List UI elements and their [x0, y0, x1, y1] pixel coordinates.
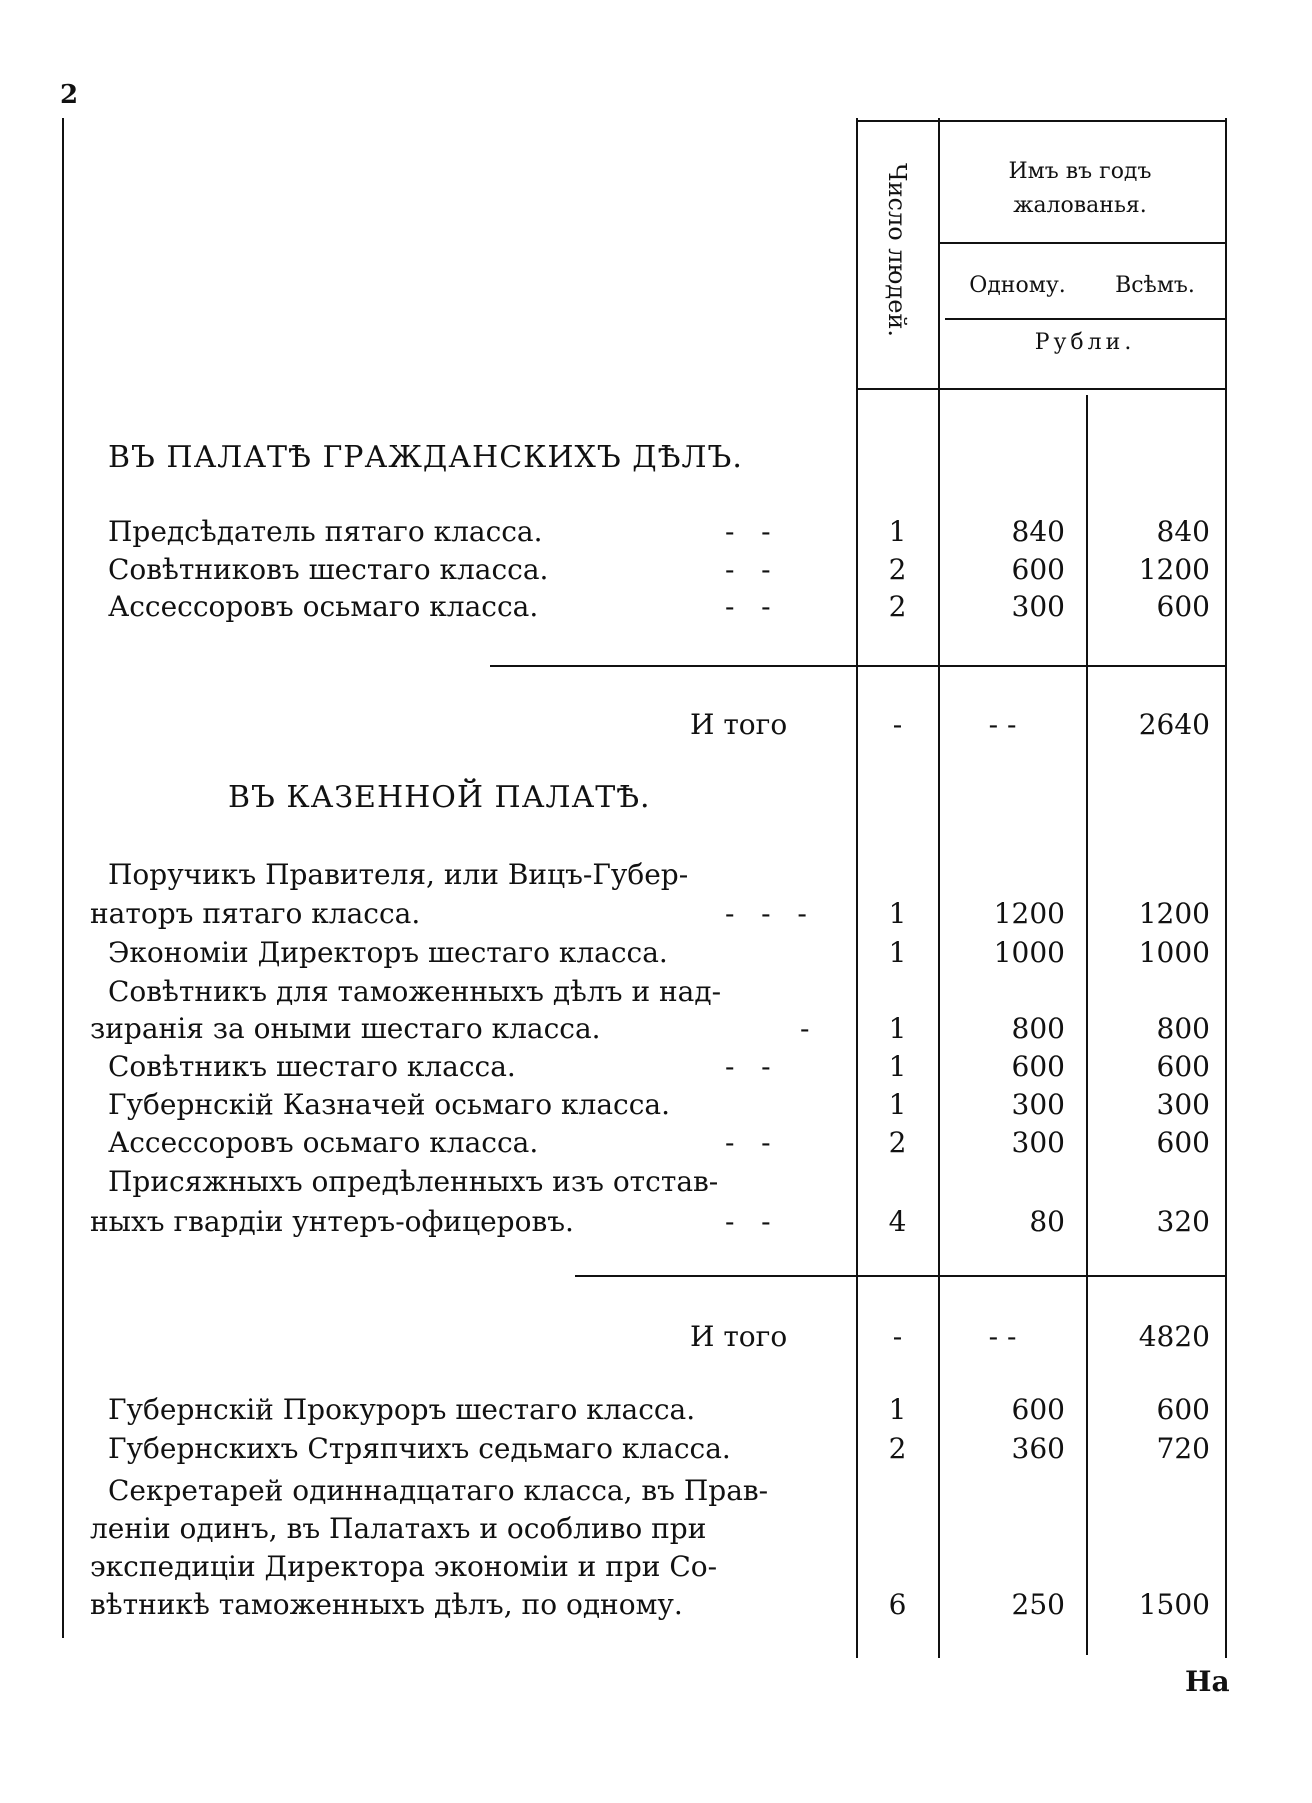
row-label-line: вѣтникѣ таможенныхъ дѣлъ, по одному.	[90, 1588, 683, 1621]
salary-total: 800	[1156, 1012, 1210, 1045]
row-label-line: Совѣтниковъ шестаго класса.	[108, 553, 549, 586]
row-label-line: Секретарей одиннадцатаго класса, въ Прав-	[108, 1474, 769, 1507]
subtotal-count: -	[892, 708, 903, 741]
section-heading: ВЪ КАЗЕННОЙ ПАЛАТѢ.	[228, 780, 651, 815]
people-count: 2	[888, 590, 907, 623]
salary-per-one: 600	[1011, 1050, 1065, 1083]
people-count: 1	[888, 897, 907, 930]
row-label-line: Губернскій Прокуроръ шестаго класса.	[108, 1393, 696, 1426]
salary-total: 1200	[1138, 553, 1210, 586]
salary-per-one: 1000	[993, 936, 1065, 969]
salary-per-one: 600	[1011, 1393, 1065, 1426]
table-left-border	[62, 118, 64, 1638]
header-mid-rule	[940, 242, 1225, 244]
people-count: 2	[888, 553, 907, 586]
salary-total: 720	[1156, 1432, 1210, 1465]
salary-header: Имъ въ годъ жалованья.	[1008, 159, 1152, 218]
salary-per-one: 300	[1011, 590, 1065, 623]
people-count: 1	[888, 1012, 907, 1045]
subtotal-label: И того	[690, 1320, 788, 1353]
row-dashes: - -	[725, 1126, 771, 1159]
people-count: 1	[888, 1393, 907, 1426]
people-count: 1	[888, 1050, 907, 1083]
subtotal-label: И того	[690, 708, 788, 741]
people-count: 2	[888, 1432, 907, 1465]
salary-total: 1200	[1138, 897, 1210, 930]
people-count: 1	[888, 515, 907, 548]
subtotal-amount: 4820	[1138, 1320, 1210, 1353]
row-label-line: экспедиціи Директора экономіи и при Со-	[90, 1550, 718, 1583]
header-bottom-rule	[856, 388, 1226, 390]
row-dashes: - -	[725, 515, 771, 548]
people-count: 4	[888, 1205, 907, 1238]
salary-per-one: 840	[1011, 515, 1065, 548]
row-label-line: зиранія за оными шестаго класса.	[90, 1012, 601, 1045]
people-count: 1	[888, 936, 907, 969]
row-dashes: - -	[725, 1205, 771, 1238]
salary-total: 1500	[1138, 1588, 1210, 1621]
row-dashes: - -	[725, 1050, 771, 1083]
subtotal-count: -	[892, 1320, 903, 1353]
salary-column-left-border	[938, 118, 940, 1658]
salary-total: 840	[1156, 515, 1210, 548]
salary-total: 1000	[1138, 936, 1210, 969]
row-dashes: - -	[725, 590, 771, 623]
salary-per-one: 300	[1011, 1088, 1065, 1121]
salary-total: 300	[1156, 1088, 1210, 1121]
row-dashes: - - -	[725, 897, 807, 930]
row-label-line: Ассессоровъ осьмаго класса.	[108, 590, 539, 623]
salary-total: 600	[1156, 1050, 1210, 1083]
row-label-line: Экономіи Директоръ шестаго класса.	[108, 936, 668, 969]
row-label-line: Поручикъ Правителя, или Вицъ-Губер-	[108, 858, 689, 891]
people-count: 6	[888, 1588, 907, 1621]
row-label-line: леніи одинъ, въ Палатахъ и особливо при	[90, 1512, 707, 1545]
count-column-left-border	[856, 118, 858, 1658]
row-label-line: Предсѣдатель пятаго класса.	[108, 515, 543, 548]
row-label-line: ныхъ гвардіи унтеръ-офицеровъ.	[90, 1205, 574, 1238]
row-label-line: Ассессоровъ осьмаго класса.	[108, 1126, 539, 1159]
for-all-header: Всѣмъ.	[1115, 273, 1195, 298]
table-right-border	[1225, 118, 1227, 1658]
subtotal-amount: 2640	[1138, 708, 1210, 741]
section-heading: ВЪ ПАЛАТѢ ГРАЖДАНСКИХЪ ДѢЛЪ.	[108, 440, 743, 475]
salary-total: 600	[1156, 1393, 1210, 1426]
subtotal-rule	[575, 1275, 1225, 1277]
people-count: 2	[888, 1126, 907, 1159]
row-dashes: -	[800, 1012, 810, 1045]
header-sub-rule	[945, 318, 1225, 320]
subtotal-per-one: - -	[988, 1320, 1017, 1353]
salary-column-split	[1086, 395, 1088, 1655]
header-top-rule	[856, 120, 1226, 122]
row-label-line: Совѣтникъ для таможенныхъ дѣлъ и над-	[108, 975, 722, 1008]
row-label-line: Присяжныхъ опредѣленныхъ изъ отстав-	[108, 1165, 719, 1198]
row-label-line: Губернскій Казначей осьмаго класса.	[108, 1088, 670, 1121]
page-number: 2	[60, 80, 79, 110]
catchword: На	[1185, 1665, 1230, 1698]
row-label-line: наторъ пятаго класса.	[90, 897, 421, 930]
count-column-header: Число людей.	[883, 162, 911, 338]
per-one-header: Одному.	[969, 273, 1066, 298]
people-count: 1	[888, 1088, 907, 1121]
salary-per-one: 1200	[993, 897, 1065, 930]
row-dashes: - -	[725, 553, 771, 586]
row-label-line: Совѣтникъ шестаго класса.	[108, 1050, 516, 1083]
salary-per-one: 360	[1011, 1432, 1065, 1465]
salary-per-one: 800	[1011, 1012, 1065, 1045]
unit-header: Рубли.	[1034, 330, 1136, 355]
salary-per-one: 600	[1011, 553, 1065, 586]
subtotal-rule	[490, 665, 1225, 667]
salary-per-one: 300	[1011, 1126, 1065, 1159]
salary-total: 600	[1156, 1126, 1210, 1159]
salary-per-one: 80	[1029, 1205, 1065, 1238]
salary-per-one: 250	[1011, 1588, 1065, 1621]
subtotal-per-one: - -	[988, 708, 1017, 741]
row-label-line: Губернскихъ Стряпчихъ седьмаго класса.	[108, 1432, 731, 1465]
salary-total: 600	[1156, 590, 1210, 623]
salary-total: 320	[1156, 1205, 1210, 1238]
